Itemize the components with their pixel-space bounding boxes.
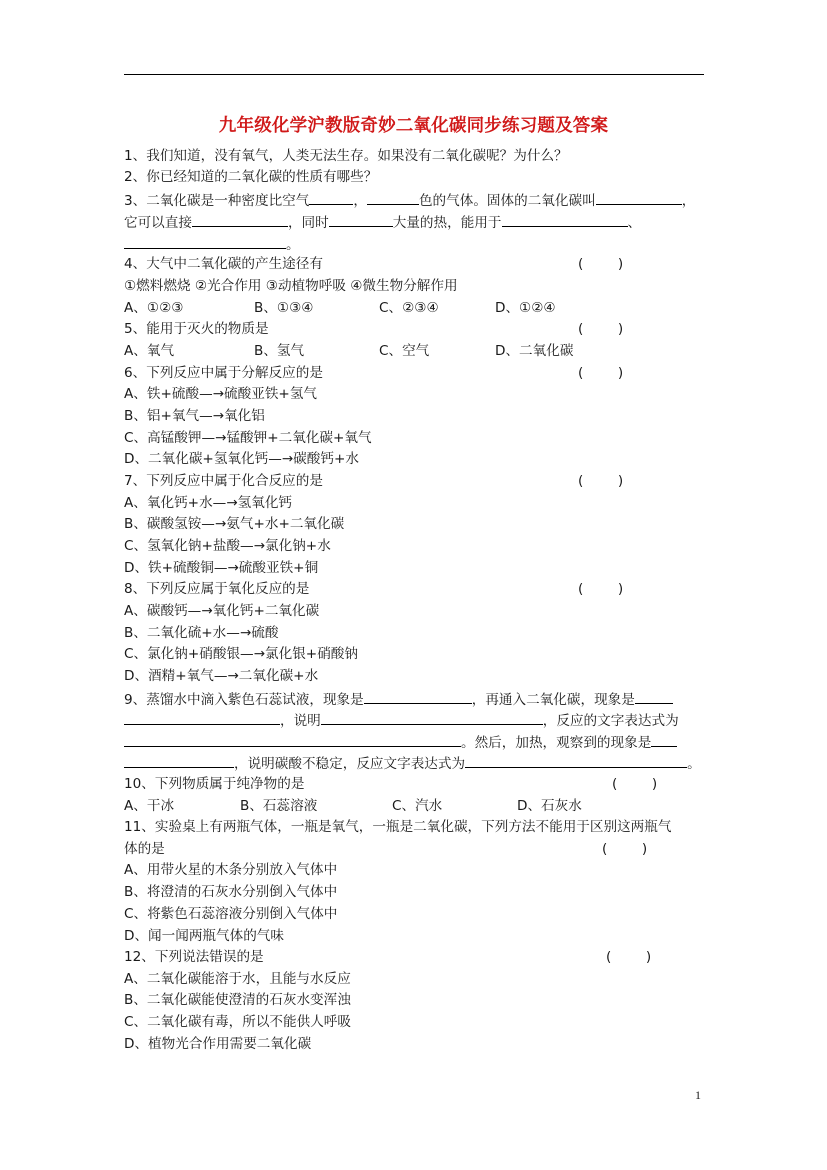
- option-b[interactable]: B、碳酸氢铵—→氨气+水+二氧化碳: [124, 516, 345, 532]
- option-a[interactable]: A、碳酸钙—→氧化钙+二氧化碳: [124, 603, 320, 619]
- q3-text-h: 、: [627, 215, 642, 231]
- answer-parentheses[interactable]: ( ): [578, 365, 624, 381]
- header-rule: [124, 74, 704, 75]
- answer-parentheses[interactable]: ( ): [578, 321, 624, 337]
- option-d[interactable]: D、植物光合作用需要二氧化碳: [124, 1036, 312, 1052]
- q3-text-a: 3、二氧化碳是一种密度比空气: [124, 193, 310, 209]
- page-title: 九年级化学沪教版奇妙二氧化碳同步练习题及答案: [218, 116, 609, 136]
- question-6-stem: 6、下列反应中属于分解反应的是: [124, 365, 323, 381]
- fill-blank[interactable]: [124, 709, 280, 725]
- fill-blank[interactable]: [364, 688, 472, 704]
- fill-blank[interactable]: [596, 189, 682, 205]
- q3-text-c: 色的气体。固体的二氧化碳叫: [418, 193, 596, 209]
- answer-parentheses[interactable]: ( ): [602, 841, 648, 857]
- option-c[interactable]: C、汽水: [392, 798, 443, 814]
- question-8-stem: 8、下列反应属于氧化反应的是: [124, 581, 310, 597]
- option-b[interactable]: B、将澄清的石灰水分别倒入气体中: [124, 884, 338, 900]
- option-b[interactable]: B、①③④: [254, 300, 314, 316]
- option-d[interactable]: D、石灰水: [517, 798, 582, 814]
- option-c[interactable]: C、将紫色石蕊溶液分别倒入气体中: [124, 906, 338, 922]
- page-number: 1: [695, 1088, 701, 1102]
- option-a[interactable]: A、氧气: [124, 343, 175, 359]
- q9-text-e: 。然后，加热，观察到的现象是: [461, 735, 652, 751]
- question-9-line-3: [124, 731, 677, 753]
- fill-blank[interactable]: [635, 688, 673, 704]
- q9-text-f: ，说明碳酸不稳定，反应文字表达式为: [234, 756, 466, 772]
- answer-parentheses[interactable]: ( ): [578, 473, 624, 489]
- option-c[interactable]: C、氯化钠+硝酸银—→氯化银+硝酸钠: [124, 646, 358, 662]
- q9-text-c: ，说明: [280, 713, 321, 729]
- option-b[interactable]: B、二氧化碳能使澄清的石灰水变浑浊: [124, 992, 351, 1008]
- question-5-stem: 5、能用于灭火的物质是: [124, 321, 269, 337]
- option-c[interactable]: C、二氧化碳有毒，所以不能供人呼吸: [124, 1014, 351, 1030]
- question-4-stem: 4、大气中二氧化碳的产生途径有: [124, 256, 323, 272]
- q9-text-a: 9、蒸馏水中滴入紫色石蕊试液，现象是: [124, 692, 364, 708]
- fill-blank[interactable]: [124, 233, 286, 249]
- question-2: 2、你已经知道的二氧化碳的性质有哪些？: [124, 169, 378, 185]
- q3-text-i: 。: [286, 237, 300, 253]
- fill-blank[interactable]: [309, 189, 353, 205]
- option-a[interactable]: A、用带火星的木条分别放入气体中: [124, 862, 338, 878]
- question-3-line-1: [124, 189, 695, 211]
- answer-parentheses[interactable]: ( ): [612, 776, 658, 792]
- question-4-items: ①燃料燃烧 ②光合作用 ③动植物呼吸 ④微生物分解作用: [124, 278, 458, 294]
- q3-text-f: ，同时: [287, 215, 329, 231]
- question-3-line-2: [124, 211, 641, 233]
- option-c[interactable]: C、氢氧化钠+盐酸—→氯化钠+水: [124, 538, 331, 554]
- option-a[interactable]: A、铁+硫酸—→硫酸亚铁+氢气: [124, 386, 317, 402]
- answer-parentheses[interactable]: ( ): [578, 256, 624, 272]
- question-9-line-4: [124, 752, 701, 774]
- option-a[interactable]: A、①②③: [124, 300, 184, 316]
- option-a[interactable]: A、氧化钙+水—→氢氧化钙: [124, 495, 293, 511]
- option-c[interactable]: C、高锰酸钾—→锰酸钾+二氧化碳+氧气: [124, 430, 372, 446]
- option-a[interactable]: A、二氧化碳能溶于水，且能与水反应: [124, 971, 351, 987]
- fill-blank[interactable]: [321, 709, 543, 725]
- q3-text-g: 大量的热，能用于: [392, 215, 502, 231]
- option-d[interactable]: D、①②④: [495, 300, 556, 316]
- q3-text-e: 它可以直接: [124, 215, 192, 231]
- question-10-stem: 10、下列物质属于纯净物的是: [124, 776, 305, 792]
- question-3-line-3: [124, 233, 300, 255]
- question-9-line-2: [124, 709, 679, 731]
- fill-blank[interactable]: [502, 211, 628, 227]
- q9-text-d: ，反应的文字表达式为: [542, 713, 679, 729]
- option-d[interactable]: D、闻一闻两瓶气体的气味: [124, 928, 284, 944]
- question-11-stem-line-1: 11、实验桌上有两瓶气体，一瓶是氧气，一瓶是二氧化碳，下列方法不能用于区别这两瓶气: [124, 819, 672, 835]
- q3-text-b: ，: [353, 193, 367, 209]
- option-c[interactable]: C、空气: [379, 343, 430, 359]
- q9-text-g: 。: [687, 756, 701, 772]
- question-7-stem: 7、下列反应中属于化合反应的是: [124, 473, 323, 489]
- question-11-stem-line-2: 体的是: [124, 841, 165, 857]
- q9-text-b: ，再通入二氧化碳，现象是: [471, 692, 635, 708]
- option-d[interactable]: D、酒精+氧气—→二氧化碳+水: [124, 668, 319, 684]
- question-1: 1、我们知道，没有氧气，人类无法生存。如果没有二氧化碳呢？为什么？: [124, 148, 568, 164]
- fill-blank[interactable]: [367, 189, 419, 205]
- question-9-line-1: [124, 688, 673, 710]
- fill-blank[interactable]: [192, 211, 288, 227]
- option-b[interactable]: B、铝+氧气—→氧化铝: [124, 408, 265, 424]
- q3-text-d: ，: [681, 193, 696, 209]
- option-d[interactable]: D、二氧化碳: [495, 343, 574, 359]
- option-a[interactable]: A、干冰: [124, 798, 175, 814]
- option-d[interactable]: D、二氧化碳+氢氧化钙—→碳酸钙+水: [124, 451, 359, 467]
- option-b[interactable]: B、氢气: [254, 343, 305, 359]
- fill-blank[interactable]: [329, 211, 393, 227]
- answer-parentheses[interactable]: ( ): [578, 581, 624, 597]
- option-d[interactable]: D、铁+硫酸铜—→硫酸亚铁+铜: [124, 560, 319, 576]
- option-b[interactable]: B、石蕊溶液: [240, 798, 318, 814]
- answer-parentheses[interactable]: ( ): [606, 949, 652, 965]
- option-c[interactable]: C、②③④: [379, 300, 439, 316]
- option-b[interactable]: B、二氧化硫+水—→硫酸: [124, 625, 279, 641]
- question-12-stem: 12、下列说法错误的是: [124, 949, 264, 965]
- fill-blank[interactable]: [124, 752, 234, 768]
- fill-blank[interactable]: [124, 731, 461, 747]
- fill-blank[interactable]: [651, 731, 677, 747]
- fill-blank[interactable]: [465, 752, 687, 768]
